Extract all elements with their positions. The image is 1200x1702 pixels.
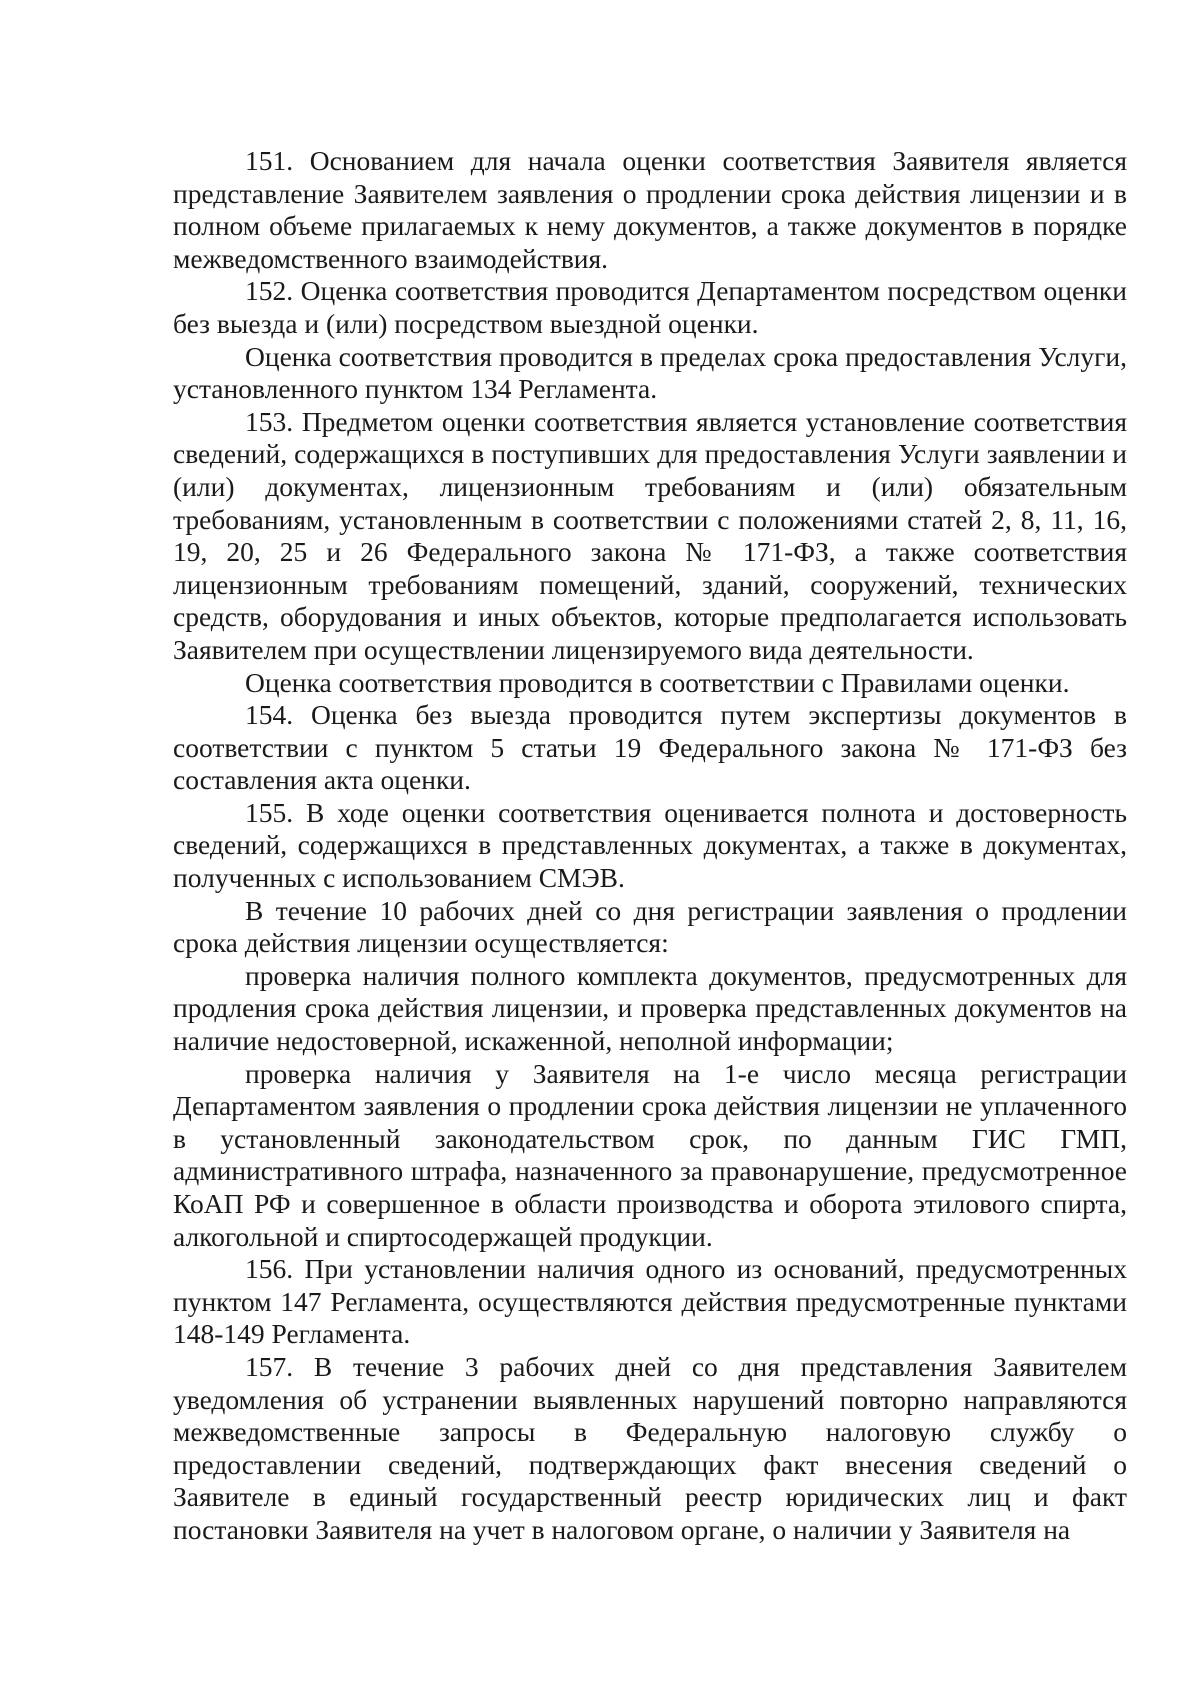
- paragraph-156: 156. При установлении наличия одного из оснований, предусмотренных пунктом 147 Регламента, осуществляются действия предусмотренные пунктами 148-149 Регламента.: [173, 1253, 1127, 1350]
- paragraph-157: 157. В течение 3 рабочих дней со дня представления Заявителем уведомления об устранении выявленных нарушений повторно направляются межведомственные запросы в Федеральную налоговую службу о предоставлении сведений, подтверждающих факт внесения сведений о Заявителе в единый государственный реестр юридических лиц и факт постановки Заявителя на учет в налоговом органе, о наличии у Заявителя на: [173, 1350, 1127, 1545]
- list-item-fine-check: проверка наличия у Заявителя на 1-е число месяца регистрации Департаментом заявления о продлении срока действия лицензии не уплаченного в установленный законодательством срок, по данным ГИС ГМП, административного штрафа, назначенного за правонарушение, предусмотренное КоАП РФ и совершенное в области производства и оборота этилового спирта, алкогольной и спиртосодержащей продукции.: [173, 1057, 1127, 1252]
- paragraph-153-rules: Оценка соответствия проводится в соответствии с Правилами оценки.: [245, 666, 1070, 698]
- document-text: [173, 145, 1127, 1547]
- paragraph-152: 152. Оценка соответствия проводится Департаментом посредством оценки без выезда и (или) посредством выездной оценки.: [173, 275, 1127, 339]
- list-item-document-check: проверка наличия полного комплекта документов, предусмотренных для продления срока действия лицензии, и проверка представленных документов на наличие недостоверной, искаженной, неполной информации;: [173, 959, 1127, 1057]
- paragraph-153: 153. Предметом оценки соответствия является установление соответствия сведений, содержащихся в поступивших для предоставления Услуги заявлении и (или) документах, лицензионным требованиям и (или) обязательным требованиям, установленным в соответствии с положениями статей 2, 8, 11, 16, 19, 20, 25 и 26 Федерального закона № 171-ФЗ, а также соответствия лицензионным требованиям помещений, зданий, сооружений, технических средств, оборудования и иных объектов, которые предполагается использовать Заявителем при осуществлении лицензируемого вида деятельности.: [173, 405, 1127, 665]
- paragraph-152-term: Оценка соответствия проводится в пределах срока предоставления Услуги, установленного пунктом 134 Регламента.: [173, 340, 1127, 405]
- paragraph-154: 154. Оценка без выезда проводится путем экспертизы документов в соответствии с пунктом 5 статьи 19 Федерального закона № 171-ФЗ без составления акта оценки.: [173, 699, 1127, 796]
- paragraph-155-term: В течение 10 рабочих дней со дня регистрации заявления о продлении срока действия лицензии осуществляется:: [173, 894, 1127, 959]
- paragraph-151: 151. Основанием для начала оценки соответствия Заявителя является представление Заявителем заявления о продлении срока действия лицензии и в полном объеме прилагаемых к нему документов, а также документов в порядке межведомственного взаимодействия.: [173, 145, 1127, 274]
- paragraph-155: 155. В ходе оценки соответствия оценивается полнота и достоверность сведений, содержащихся в представленных документах, а также в документах, полученных с использованием СМЭВ.: [173, 796, 1127, 894]
